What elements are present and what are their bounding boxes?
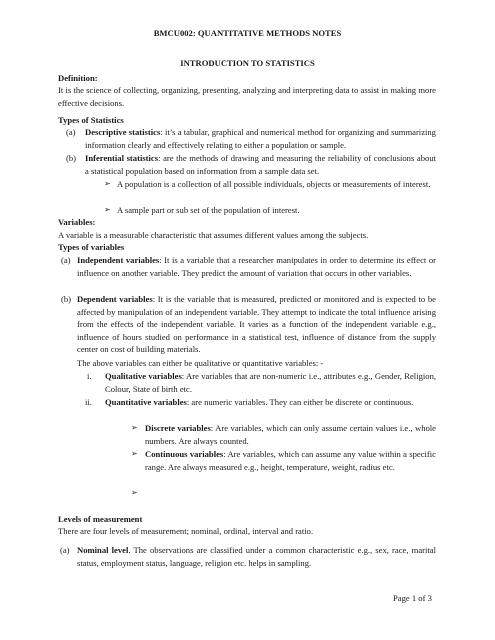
term-qualitative-variables: Qualitative variables xyxy=(105,371,182,381)
list-marker: (a) xyxy=(60,545,70,555)
list-item-quantitative-variables xyxy=(105,396,436,409)
term-discrete-variables: Discrete variables xyxy=(145,423,211,433)
term-dependent-variables: Dependent variables xyxy=(77,294,153,304)
levels-of-measurement-heading: Levels of measurement xyxy=(58,514,143,524)
arrow-bullet-icon: ➢ xyxy=(104,179,111,188)
definition-qualitative-variables: : Are variables that are non-numeric i.e., attributes e.g., Gender, Religion, Colour, State of birth etc. xyxy=(105,371,437,394)
term-inferential-statistics: Inferential statistics xyxy=(85,153,159,163)
term-quantitative-variables: Quantitative variables xyxy=(105,397,187,407)
list-item-descriptive-statistics xyxy=(85,126,436,151)
section-title: INTRODUCTION TO STATISTICS xyxy=(180,58,315,68)
term-descriptive-statistics: Descriptive statistics xyxy=(85,127,161,137)
list-marker: i. xyxy=(87,371,92,381)
course-title: BMCU002: QUANTITATIVE METHODS NOTES xyxy=(153,28,342,38)
term-continuous-variables: Continuous variables xyxy=(145,449,224,459)
definition-inferential-statistics: : are the methods of drawing and measuring the reliability of conclusions about a statistical population based on information from a sample data set. xyxy=(85,153,437,176)
definition-heading: Definition: xyxy=(58,73,98,83)
types-of-statistics-heading: Types of Statistics xyxy=(58,115,124,125)
bullet-continuous-variables xyxy=(145,448,436,473)
definition-text: It is the science of collecting, organizing, presenting, analyzing and interpreting data to assist in making more effective decisions. xyxy=(58,85,436,108)
page-number: Page 1 of 3 xyxy=(393,593,432,603)
list-item-independent-variables xyxy=(77,254,436,279)
arrow-bullet-icon: ➢ xyxy=(131,449,138,458)
types-of-variables-heading: Types of variables xyxy=(58,242,125,252)
definition-discrete-variables: : Are variables, which can only assume certain values i.e., whole numbers. Are always counted. xyxy=(145,423,436,446)
definition-descriptive-statistics: : it’s a tabular, graphical and numerical method for organizing and summarizing information clearly and effectively relating to either a population or sample. xyxy=(85,127,436,150)
arrow-bullet-icon: ➢ xyxy=(104,205,111,214)
list-item-inferential-statistics xyxy=(85,152,436,177)
list-marker: (a) xyxy=(66,127,76,137)
list-marker: ii. xyxy=(85,397,92,407)
arrow-bullet-icon: ➢ xyxy=(131,423,138,432)
definition-dependent-variables: : It is the variable that is measured, predicted or monitored and is expected to be affected by manipulation of an independent variable. They attempt to indicate the total influence arising from the effects of the independent variable. It varies as a function of the independent variable e.g., influence of hours studied on performance in a statistical test, influence of distance from the supply center on cost of building materials. xyxy=(77,294,437,355)
term-nominal-level: Nominal level xyxy=(77,545,129,555)
term-independent-variables: Independent variables xyxy=(77,255,160,265)
list-item-nominal-level xyxy=(77,544,436,569)
bullet-discrete-variables xyxy=(145,422,436,447)
list-item-qualitative-variables xyxy=(105,370,436,395)
definition-nominal-level: . The observations are classified under a common characteristic e.g., sex, race, marital status, employment status, language, religion etc. helps in sampling. xyxy=(77,545,436,568)
definition-quantitative-variables: : are numeric variables. They can either be discrete or continuous. xyxy=(186,397,414,407)
definition-independent-variables: : It is a variable that a researcher manipulates in order to determine its effect or influence on another variable. They predict the amount of variation that occurs in other variables. xyxy=(77,255,436,278)
variables-text: A variable is a measurable characteristic that assumes different values among the subjects. xyxy=(58,230,369,240)
list-marker: (b) xyxy=(66,153,77,163)
bullet-population: A population is a collection of all possible individuals, objects or measurements of interest. xyxy=(117,179,431,189)
bullet-sample: A sample part or sub set of the population of interest. xyxy=(117,205,300,215)
list-item-dependent-variables xyxy=(77,293,436,356)
definition-continuous-variables: : Are variables, which can assume any value within a specific range. Are always measured e.g., height, temperature, weight, radius etc. xyxy=(145,449,436,472)
qual-quant-intro: The above variables can either be qualitative or quantitative variables: - xyxy=(77,358,324,368)
list-marker: (a) xyxy=(61,255,71,265)
arrow-bullet-icon: ➢ xyxy=(131,488,138,497)
variables-heading: Variables: xyxy=(58,217,96,227)
levels-of-measurement-text: There are four levels of measurement; nominal, ordinal, interval and ratio. xyxy=(58,526,314,536)
list-marker: (b) xyxy=(61,294,72,304)
